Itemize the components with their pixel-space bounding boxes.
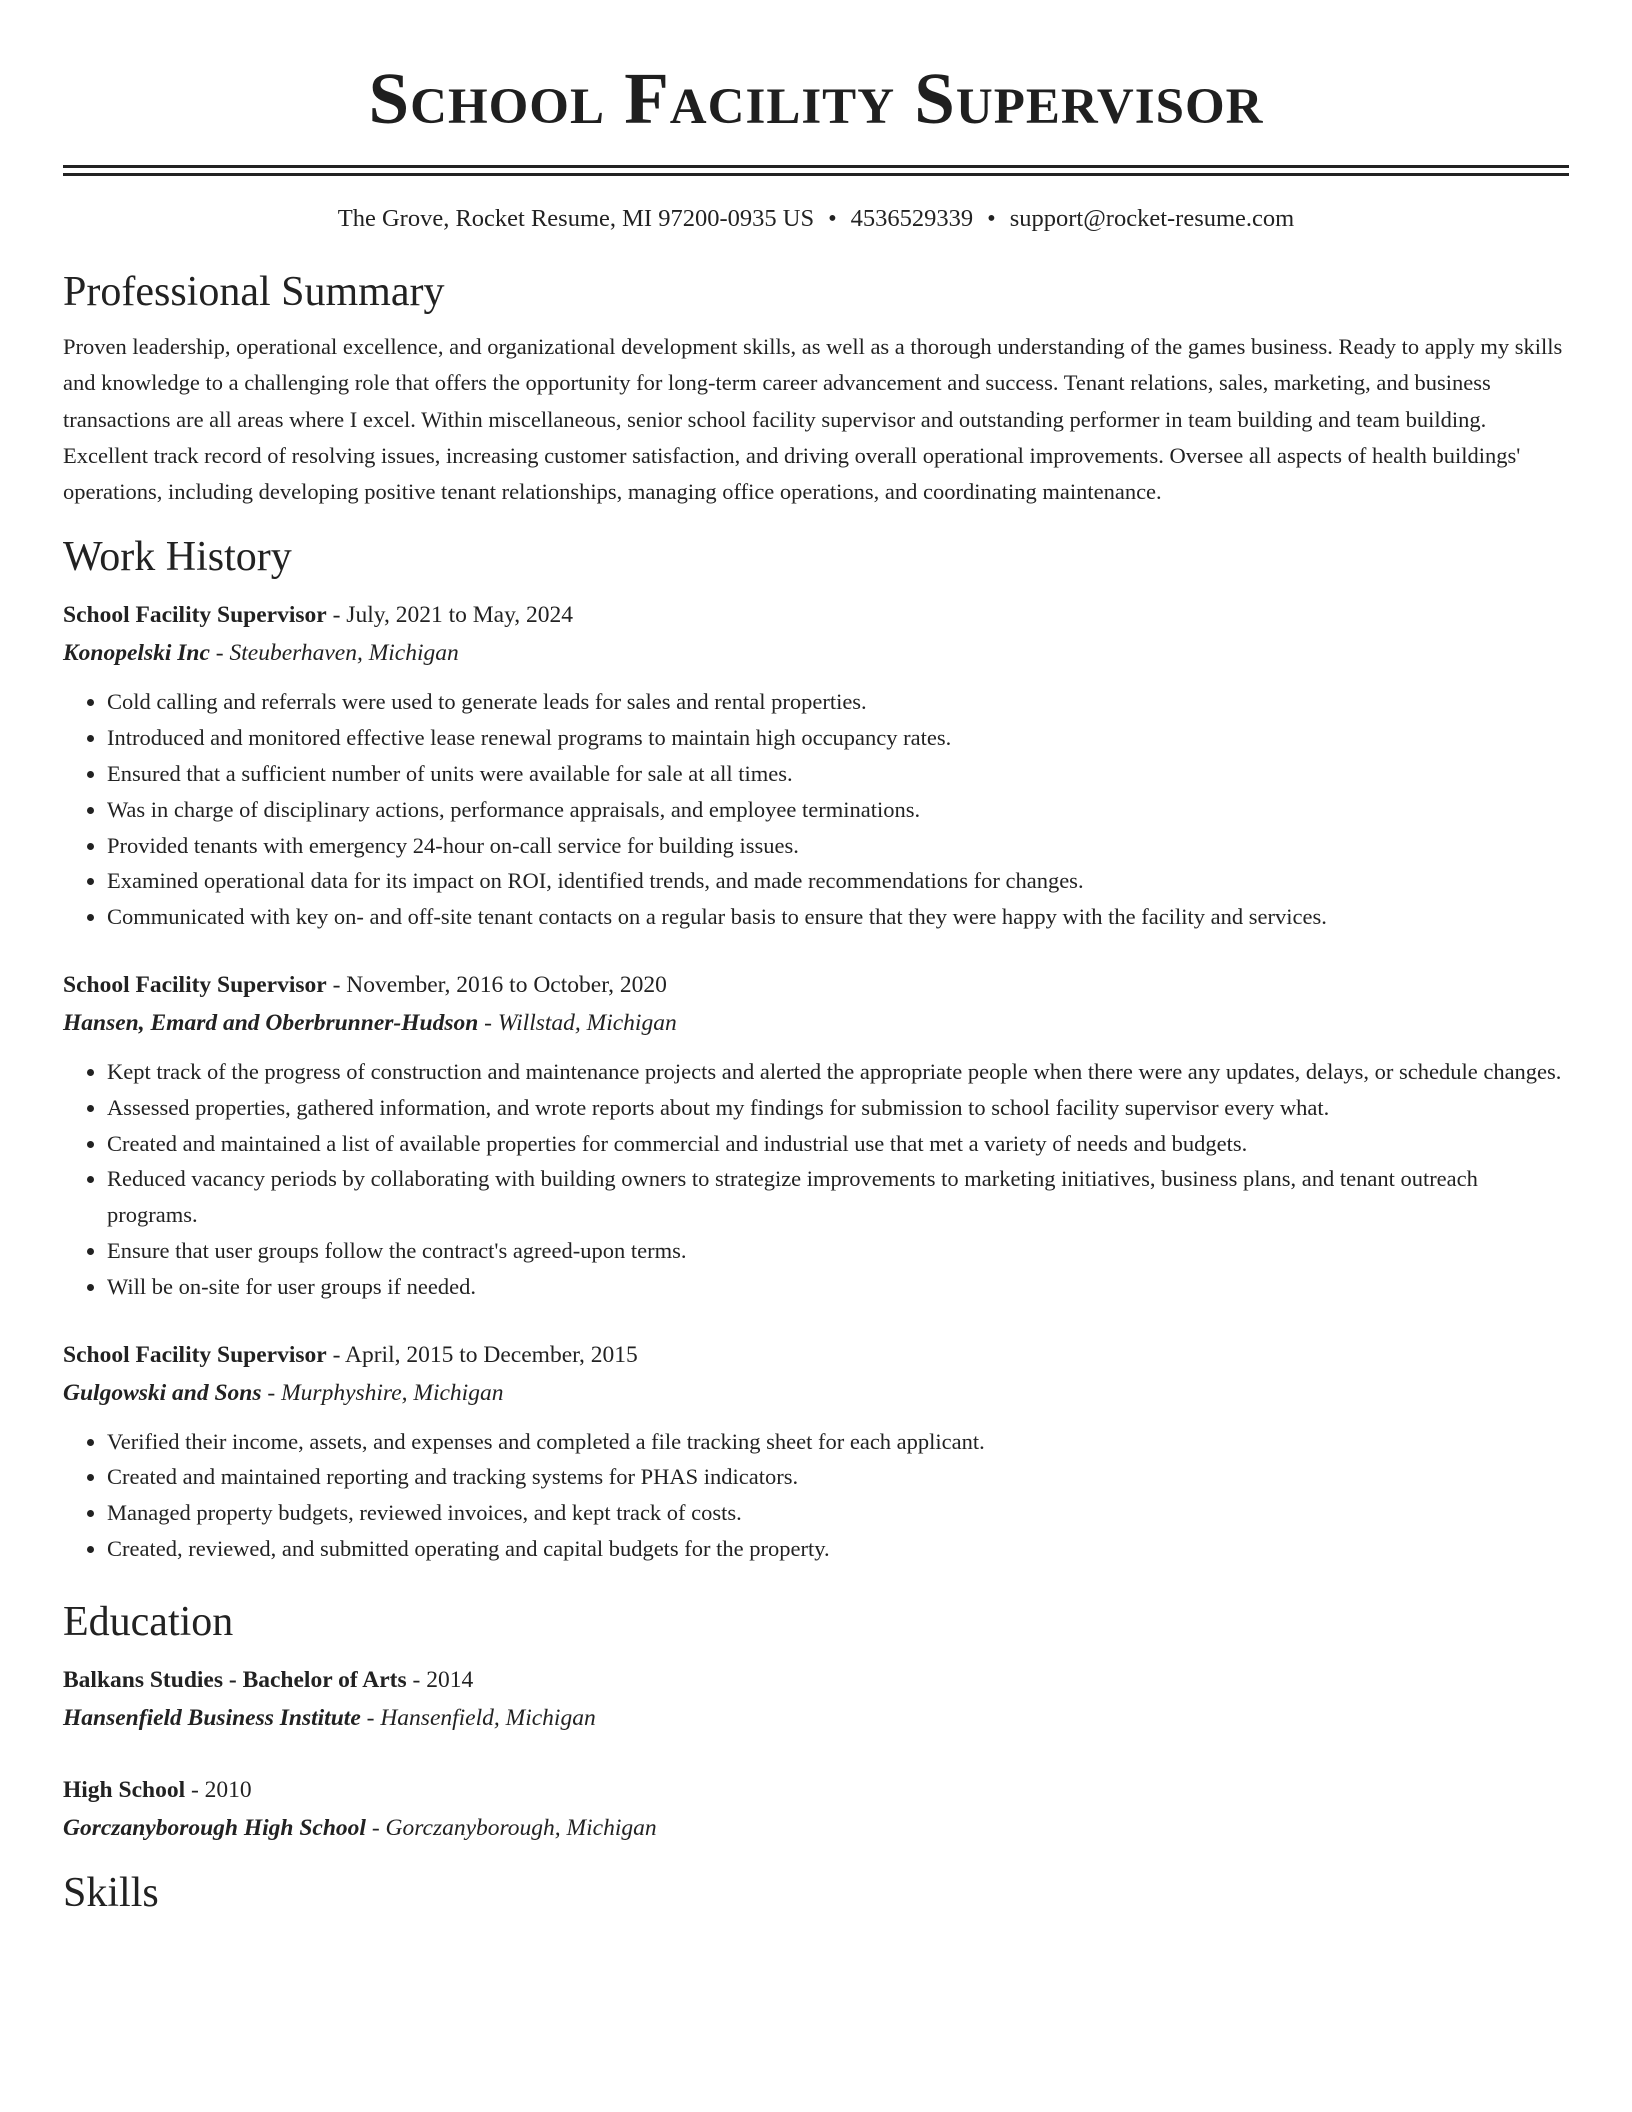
- education-location: - Hansenfield, Michigan: [360, 1704, 596, 1731]
- job-title-line: [63, 596, 1569, 634]
- job-title: School Facility Supervisor: [63, 972, 327, 999]
- job-duty: • Will be on-site for user groups if needed.: [107, 1269, 1569, 1305]
- resume-title: School Facility Supervisor: [368, 58, 1264, 139]
- job-title: School Facility Supervisor: [63, 1341, 327, 1368]
- job-location: - Murphyshire, Michigan: [261, 1379, 504, 1406]
- job-dates: - November, 2016 to October, 2020: [326, 972, 667, 999]
- job-duty: • Provided tenants with emergency 24-hour on-call service for building issues.: [107, 828, 1569, 864]
- job-dates: - April, 2015 to December, 2015: [326, 1341, 638, 1368]
- education-school-line: [63, 1809, 1569, 1847]
- job-company: Hansen, Emard and Oberbrunner-Hudson: [63, 1010, 479, 1037]
- job-duty: • Verified their income, assets, and expenses and completed a file tracking sheet for each applicant.: [107, 1424, 1569, 1460]
- job-duty: • Examined operational data for its impact on ROI, identified trends, and made recommendations for changes.: [107, 863, 1569, 899]
- education-school: Hansenfield Business Institute: [63, 1704, 361, 1731]
- education-heading: Education: [63, 1598, 234, 1645]
- work-history-heading: Work History: [63, 534, 292, 581]
- contact-address: The Grove, Rocket Resume, MI 97200-0935 US: [337, 205, 815, 232]
- contact-email: support@rocket-resume.com: [1009, 205, 1295, 232]
- job-entry: [63, 966, 1569, 1305]
- job-duties-list: [63, 1424, 1569, 1567]
- job-entry: [63, 596, 1569, 935]
- contact-separator: •: [987, 205, 996, 232]
- job-duties-list: [63, 1054, 1569, 1305]
- education-school: Gorczanyborough High School: [63, 1814, 366, 1841]
- job-duty: • Was in charge of disciplinary actions, performance appraisals, and employee terminations.: [107, 792, 1569, 828]
- job-duty: • Communicated with key on- and off-site tenant contacts on a regular basis to ensure that they were happy with the facility and services.: [107, 899, 1569, 935]
- education-degree-line: [63, 1771, 1569, 1809]
- job-company-line: [63, 1004, 1569, 1042]
- skills-heading: Skills: [63, 1869, 159, 1916]
- job-duty: • Created and maintained reporting and tracking systems for PHAS indicators.: [107, 1459, 1569, 1495]
- job-duty: • Ensure that user groups follow the contract's agreed-upon terms.: [107, 1233, 1569, 1269]
- job-duty: • Created and maintained a list of available properties for commercial and industrial use that met a variety of needs and budgets.: [107, 1126, 1569, 1162]
- job-duty: • Ensured that a sufficient number of units were available for sale at all times.: [107, 756, 1569, 792]
- job-duty: • Assessed properties, gathered information, and wrote reports about my findings for submission to school facility supervisor every what.: [107, 1090, 1569, 1126]
- job-location: - Willstad, Michigan: [478, 1010, 677, 1037]
- job-company: Konopelski Inc: [63, 640, 210, 667]
- job-entry: [63, 1336, 1569, 1567]
- education-year: - 2014: [406, 1666, 474, 1693]
- education-degree: High School: [63, 1776, 186, 1803]
- job-duty: • Introduced and monitored effective lease renewal programs to maintain high occupancy rates.: [107, 720, 1569, 756]
- job-company: Gulgowski and Sons: [63, 1379, 262, 1406]
- job-company-line: [63, 1374, 1569, 1412]
- job-duties-list: [63, 684, 1569, 935]
- job-duty: • Created, reviewed, and submitted operating and capital budgets for the property.: [107, 1531, 1569, 1567]
- contact-phone: 4536529339: [850, 205, 974, 232]
- job-title: School Facility Supervisor: [63, 602, 327, 629]
- job-title-line: [63, 966, 1569, 1004]
- education-location: - Gorczanyborough, Michigan: [365, 1814, 657, 1841]
- contact-line: [63, 202, 1569, 236]
- job-dates: - July, 2021 to May, 2024: [326, 602, 574, 629]
- job-duty: • Cold calling and referrals were used to generate leads for sales and rental properties.: [107, 684, 1569, 720]
- job-title-line: [63, 1336, 1569, 1374]
- title-divider: [63, 165, 1569, 176]
- job-duty: • Reduced vacancy periods by collaborating with building owners to strategize improvements to marketing initiatives, business plans, and tenant outreach programs.: [107, 1161, 1569, 1233]
- education-year: - 2010: [185, 1776, 252, 1803]
- education-school-line: [63, 1699, 1569, 1737]
- education-entry: [63, 1661, 1569, 1737]
- job-location: - Steuberhaven, Michigan: [209, 640, 459, 667]
- education-entry: [63, 1771, 1569, 1847]
- job-duty: • Managed property budgets, reviewed invoices, and kept track of costs.: [107, 1495, 1569, 1531]
- job-duty: • Kept track of the progress of construction and maintenance projects and alerted the appropriate people when there were any updates, delays, or schedule changes.: [107, 1054, 1569, 1090]
- summary-text: Proven leadership, operational excellence, and organizational development skills, as well as a thorough understanding of the games business. Ready to apply my skills and knowledge to a challenging role that offers the opportunity for long-term career advancement and success. Tenant relations, sales, marketing, and business transactions are all areas where I excel. Within miscellaneous, senior school facility supervisor and outstanding performer in team building and team building. Excellent track record of resolving issues, increasing customer satisfaction, and driving overall operational improvements. Oversee all aspects of health buildings' operations, including developing positive tenant relationships, managing office operations, and coordinating maintenance.: [63, 334, 1563, 505]
- education-degree: Balkans Studies - Bachelor of Arts: [63, 1666, 407, 1693]
- job-company-line: [63, 634, 1569, 672]
- summary-heading: Professional Summary: [63, 269, 445, 315]
- education-degree-line: [63, 1661, 1569, 1699]
- contact-separator: •: [828, 205, 837, 232]
